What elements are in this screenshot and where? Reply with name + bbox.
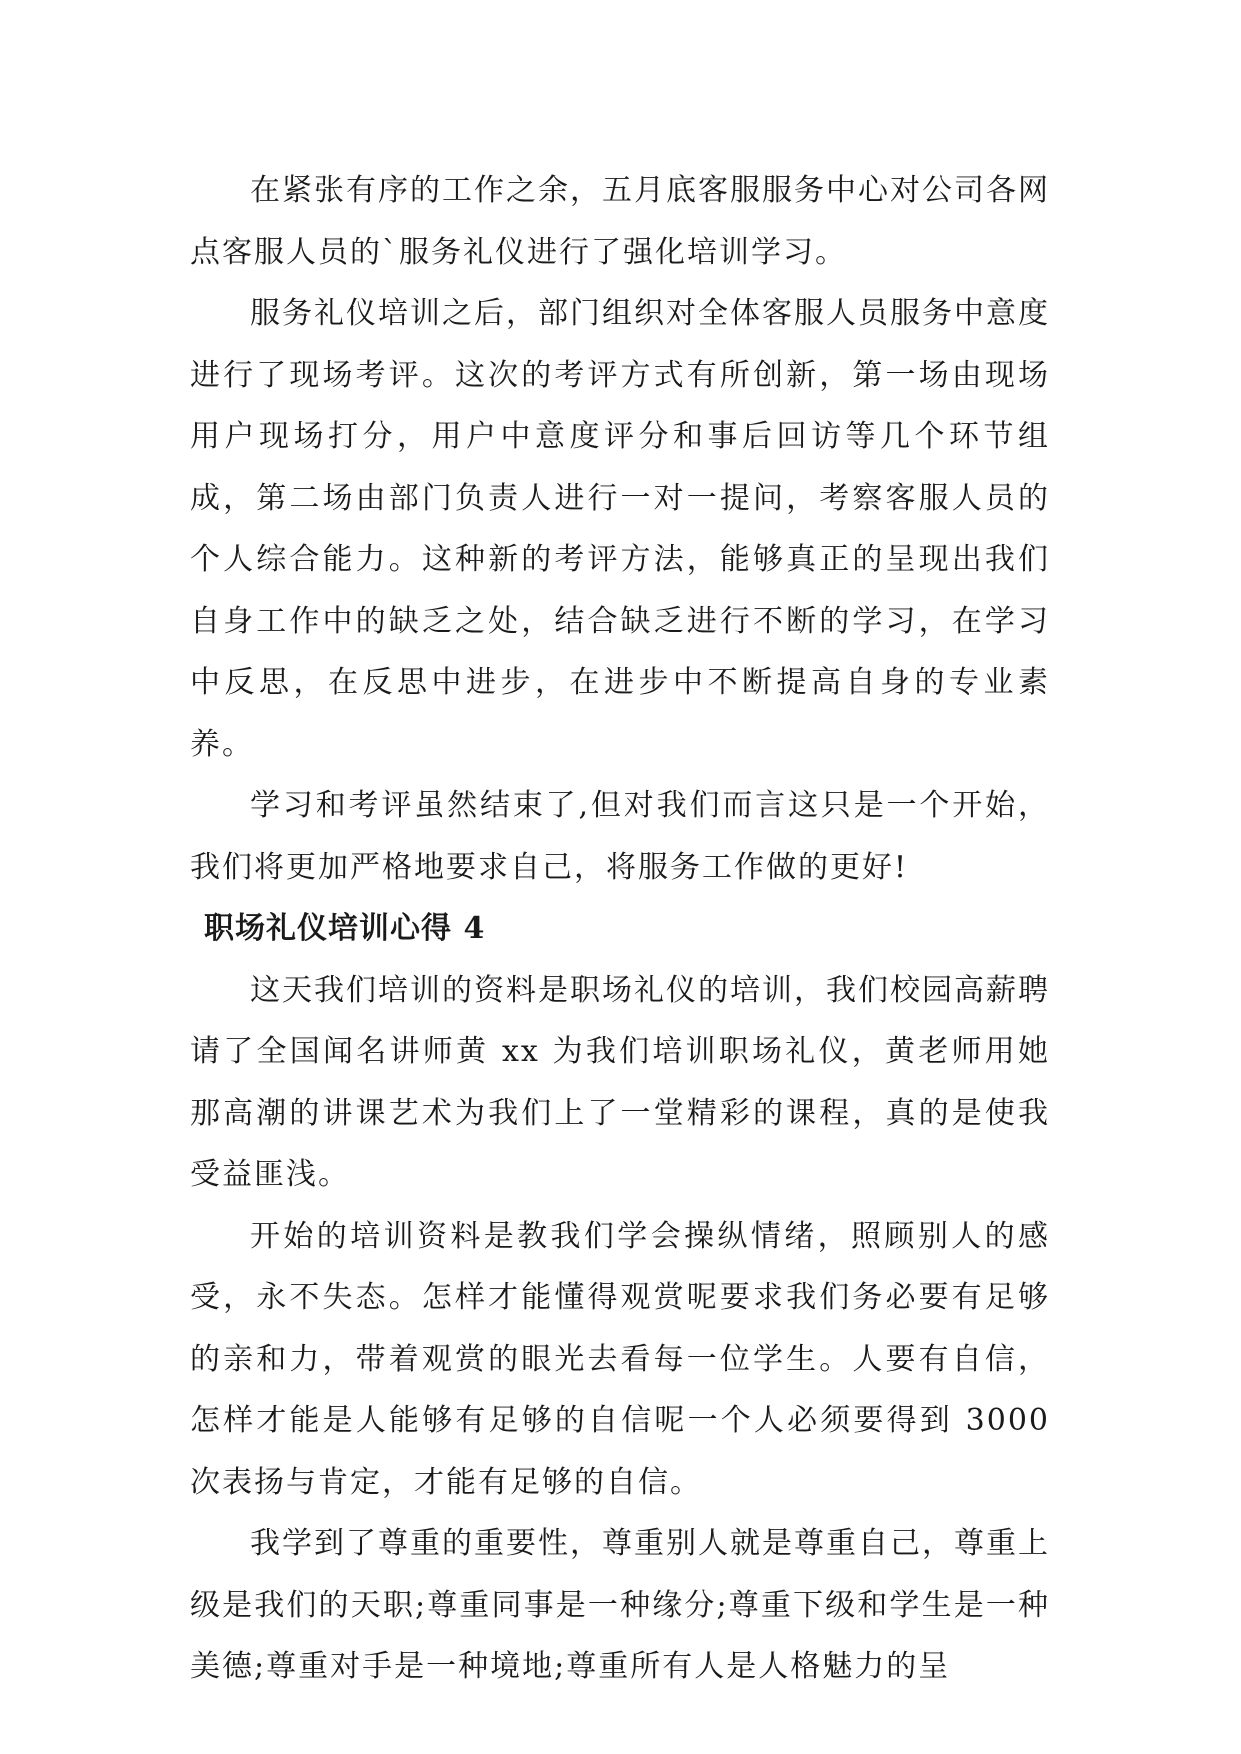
- paragraph-4: 这天我们培训的资料是职场礼仪的培训，我们校园高薪聘请了全国闻名讲师黄 xx 为我们培训职场礼仪，黄老师用她那高潮的讲课艺术为我们上了一堂精彩的课程，真的是使我受益匪浅。: [190, 972, 1050, 1192]
- document-page: [190, 160, 1062, 1698]
- section-heading: 职场礼仪培训心得 4: [204, 911, 486, 946]
- paragraph-1: 在紧张有序的工作之余，五月底客服服务中心对公司各网点客服人员的`服务礼仪进行了强化培训学习。: [190, 173, 1050, 270]
- paragraph-6: 我学到了尊重的重要性，尊重别人就是尊重自己，尊重上级是我们的天职;尊重同事是一种缘分;尊重下级和学生是一种美德;尊重对手是一种境地;尊重所有人是人格魅力的呈: [190, 1526, 1050, 1684]
- paragraph-5: 开始的培训资料是教我们学会操纵情绪，照顾别人的感受，永不失态。怎样才能懂得观赏呢要求我们务必要有足够的亲和力，带着观赏的眼光去看每一位学生。人要有自信，怎样才能是人能够有足够的自信呢一个人必须要得到 3000 次表扬与肯定，才能有足够的自信。: [190, 1218, 1062, 1500]
- paragraph-3: 学习和考评虽然结束了,但对我们而言这只是一个开始，我们将更加严格地要求自己，将服务工作做的更好!: [190, 788, 1050, 885]
- paragraph-2: 服务礼仪培训之后，部门组织对全体客服人员服务中意度进行了现场考评。这次的考评方式有所创新，第一场由现场用户现场打分，用户中意度评分和事后回访等几个环节组成，第二场由部门负责人进行一对一提问，考察客服人员的个人综合能力。这种新的考评方法，能够真正的呈现出我们自身工作中的缺乏之处，结合缺乏进行不断的学习，在学习中反思，在反思中进步，在进步中不断提高自身的专业素养。: [190, 296, 1050, 762]
